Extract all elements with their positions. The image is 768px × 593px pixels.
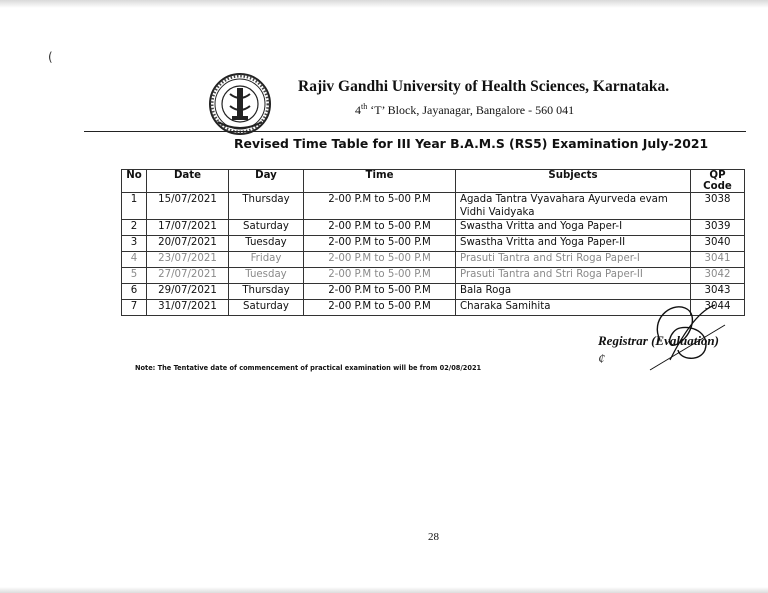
- cell-time: 2-00 P.M to 5-00 P.M: [304, 268, 456, 284]
- cell-time: 2-00 P.M to 5-00 P.M: [304, 300, 456, 316]
- col-header-day: Day: [229, 170, 304, 193]
- table-header-row: [122, 170, 745, 193]
- registrar-label: Registrar (Evaluation): [598, 333, 719, 348]
- col-header-time: Time: [304, 170, 456, 193]
- cell-date: 15/07/2021: [147, 193, 229, 220]
- table-row: [122, 220, 745, 236]
- cell-subject: Swastha Vritta and Yoga Paper-I: [456, 220, 691, 236]
- cell-day: Saturday: [229, 220, 304, 236]
- col-header-qp-code: QP Code: [691, 170, 745, 193]
- table-row: [122, 252, 745, 268]
- cell-day: Saturday: [229, 300, 304, 316]
- cell-subject: Prasuti Tantra and Stri Roga Paper-I: [456, 252, 691, 268]
- col-header-subjects: Subjects: [456, 170, 691, 193]
- cell-time: 2-00 P.M to 5-00 P.M: [304, 284, 456, 300]
- cell-date: 20/07/2021: [147, 236, 229, 252]
- timetable-title: Revised Time Table for III Year B.A.M.S (RS5) Examination July-2021: [234, 136, 709, 151]
- table-row: [122, 268, 745, 284]
- cell-day: Tuesday: [229, 236, 304, 252]
- exam-timetable: [121, 169, 745, 316]
- cell-subject: Bala Roga: [456, 284, 691, 300]
- cell-time: 2-00 P.M to 5-00 P.M: [304, 193, 456, 220]
- registrar-initials: ¢: [598, 352, 605, 367]
- cell-subject: Prasuti Tantra and Stri Roga Paper-II: [456, 268, 691, 284]
- cell-subject: Charaka Samihita: [456, 300, 691, 316]
- header-divider: [84, 131, 746, 132]
- cell-time: 2-00 P.M to 5-00 P.M: [304, 220, 456, 236]
- cell-date: 31/07/2021: [147, 300, 229, 316]
- page-number: 28: [428, 531, 439, 543]
- scan-top-shadow: [0, 0, 768, 8]
- scan-speck: (: [48, 50, 53, 64]
- table-row: [122, 236, 745, 252]
- cell-day: Thursday: [229, 193, 304, 220]
- university-name: Rajiv Gandhi University of Health Sciences, Karnataka.: [298, 78, 670, 95]
- cell-no: 6: [122, 284, 147, 300]
- col-header-no: No: [122, 170, 147, 193]
- cell-subject: Swastha Vritta and Yoga Paper-II: [456, 236, 691, 252]
- cell-qp-code: 3042: [691, 268, 745, 284]
- cell-no: 1: [122, 193, 147, 220]
- cell-qp-code: 3038: [691, 193, 745, 220]
- cell-day: Friday: [229, 252, 304, 268]
- cell-time: 2-00 P.M to 5-00 P.M: [304, 252, 456, 268]
- cell-qp-code: 3043: [691, 284, 745, 300]
- table-row: [122, 193, 745, 220]
- cell-date: 23/07/2021: [147, 252, 229, 268]
- cell-day: Tuesday: [229, 268, 304, 284]
- col-header-date: Date: [147, 170, 229, 193]
- cell-no: 5: [122, 268, 147, 284]
- cell-qp-code: 3040: [691, 236, 745, 252]
- cell-date: 29/07/2021: [147, 284, 229, 300]
- cell-no: 4: [122, 252, 147, 268]
- cell-qp-code: 3039: [691, 220, 745, 236]
- cell-subject: Agada Tantra Vyavahara Ayurveda evam Vidhi Vaidyaka: [456, 193, 691, 220]
- cell-no: 7: [122, 300, 147, 316]
- cell-date: 17/07/2021: [147, 220, 229, 236]
- cell-date: 27/07/2021: [147, 268, 229, 284]
- cell-qp-code: 3044: [691, 300, 745, 316]
- cell-day: Thursday: [229, 284, 304, 300]
- cell-time: 2-00 P.M to 5-00 P.M: [304, 236, 456, 252]
- cell-qp-code: 3041: [691, 252, 745, 268]
- practical-exam-note: Note: The Tentative date of commencement of practical examination will be from 02/08/2021: [135, 364, 482, 372]
- university-address: 4th ‘T’ Block, Jayanagar, Bangalore - 560 041: [355, 102, 575, 117]
- table-row: [122, 284, 745, 300]
- university-seal-icon: [208, 72, 272, 136]
- cell-no: 3: [122, 236, 147, 252]
- scan-bottom-shadow: [0, 587, 768, 593]
- cell-no: 2: [122, 220, 147, 236]
